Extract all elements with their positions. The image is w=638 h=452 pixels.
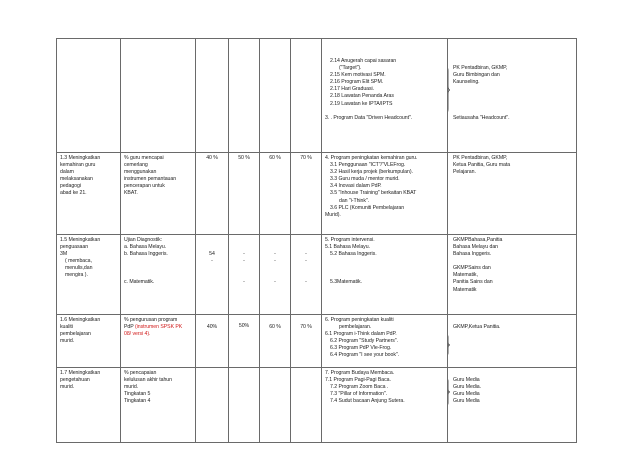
resp-line: PK Pentadbiran, GKMP, xyxy=(453,155,508,161)
objective-line: abad ke 21. xyxy=(60,190,87,197)
program-line: 2.16 Program Elit SPM. xyxy=(330,79,384,86)
target-value: 50 % xyxy=(238,155,250,161)
program-line: pembelajaran. xyxy=(339,324,372,331)
table-row xyxy=(57,39,577,153)
target-cell xyxy=(229,153,260,235)
target-cell xyxy=(196,368,229,443)
objective-line: melaksanakan xyxy=(60,176,93,183)
instrument-note: 08/ versi 4). xyxy=(124,331,151,338)
brace-icon xyxy=(448,65,451,115)
resp-line: Guru Media. xyxy=(453,384,481,391)
program-cell xyxy=(322,235,448,315)
objective-line: kualiti xyxy=(60,324,73,331)
target-value: - xyxy=(305,251,307,257)
program-line: 6. Program peningkatan kualiti xyxy=(325,317,394,323)
program-line: 4. Program peningkatan kemahiran guru. xyxy=(325,155,418,161)
target-cell xyxy=(291,235,322,315)
program-line: 2.15 Kem motivasi SPM. xyxy=(330,72,386,79)
indicator-cell xyxy=(121,368,196,443)
objective-line: mengira ). xyxy=(65,272,88,279)
objective-cell xyxy=(57,235,121,315)
program-line: 3.6 PLC (Komuniti Pembelajaran xyxy=(330,204,405,211)
responsibility-cell xyxy=(448,39,577,153)
objective-cell xyxy=(57,368,121,443)
target-value: - xyxy=(305,258,307,265)
brace-icon xyxy=(448,377,451,407)
resp-line: Panitia Sains dan xyxy=(453,279,493,286)
indicator-line: Ujian Diagnostik: xyxy=(124,237,163,243)
instrument-note: (instrumen SPSK PK xyxy=(134,324,183,331)
program-line: 3.1 Penggunaan "ICT"/"VLEFrog. xyxy=(330,162,406,169)
objective-line: pembelajaran xyxy=(60,331,91,338)
responsibility-cell xyxy=(448,315,577,368)
target-cell xyxy=(291,368,322,443)
target-cell xyxy=(196,39,229,153)
objective-line: menulis,dan xyxy=(65,265,93,272)
brace-icon xyxy=(448,333,451,357)
program-line: 3.3 Guru muda / mentor murid. xyxy=(330,176,400,183)
indicator-cell xyxy=(121,315,196,368)
program-cell xyxy=(322,315,448,368)
program-line: 7.1 Program Pagi-Pagi Baca. xyxy=(325,377,391,384)
program-line: 2.17 Hari Graduasi. xyxy=(330,86,375,93)
target-value: 40% xyxy=(206,324,218,330)
program-line: ("Target"). xyxy=(339,65,362,72)
resp-line: GKMPBahasa,Panitia xyxy=(453,237,503,243)
resp-line: Pelajaran. xyxy=(453,169,476,176)
program-line: 6.4 Program "I see your book". xyxy=(330,352,400,359)
program-cell xyxy=(322,39,448,153)
program-line: 3.4 Inovasi dalam PdP. xyxy=(330,183,382,190)
resp-line: Ketua Panitia, Guru mata xyxy=(453,162,511,169)
program-line: 6.1 Program i-Think dalam PdP. xyxy=(325,331,397,338)
program-line: 2.14 Anugerah capai sasaran xyxy=(330,58,397,64)
objective-line: murid. xyxy=(60,384,75,391)
program-line: 5.2 Bahasa Inggeris. xyxy=(330,251,377,258)
resp-line: GKMP,Ketua Panitia. xyxy=(453,324,501,330)
target-cell xyxy=(260,153,291,235)
target-cell xyxy=(260,235,291,315)
program-line: 3. . Program Data "Driven Headcount". xyxy=(325,114,413,121)
resp-line: PK Pentadbiran, GKMP, xyxy=(453,65,508,71)
objective-line: kemahiran guru xyxy=(60,162,96,169)
target-cell xyxy=(229,315,260,368)
target-cell xyxy=(291,39,322,153)
program-line: 5.3Matematik. xyxy=(330,279,362,286)
target-value: 54 xyxy=(209,251,215,257)
target-value: - xyxy=(211,258,213,265)
target-value: - xyxy=(274,279,276,286)
indicator-line xyxy=(124,324,192,331)
target-value: - xyxy=(274,251,276,257)
indicator-line: Tingkatan 5 xyxy=(124,391,151,398)
table-row xyxy=(57,235,577,315)
indicator-line: c. Matematik. xyxy=(124,279,155,286)
table-row xyxy=(57,153,577,235)
responsibility-cell xyxy=(448,153,577,235)
resp-line: Guru Media xyxy=(453,391,480,398)
program-line: 2.18 Lawatan Penanda Aras xyxy=(330,93,394,100)
target-value: - xyxy=(243,251,245,257)
objective-line: 1.6 Meningkatkan xyxy=(60,317,101,323)
program-line: Murid). xyxy=(325,211,341,218)
indicator-line: PdP xyxy=(124,324,134,331)
program-line: 6.3 Program PdP Vle-Frog. xyxy=(330,345,392,352)
resp-line: Setiausaha "Headcount". xyxy=(453,115,510,122)
target-value: - xyxy=(243,258,245,265)
program-line: 2.19 Lawatan ke IPTA/IPTS xyxy=(330,100,393,107)
program-line: 7.4 Sudut bacaan Anjung Sutera. xyxy=(330,398,405,405)
indicator-line: kelulusan akhir tahun xyxy=(124,377,172,384)
program-cell xyxy=(322,368,448,443)
target-value: 40 % xyxy=(206,155,218,161)
responsibility-cell xyxy=(448,235,577,315)
objective-line: penguasaan xyxy=(60,244,89,251)
indicator-line: pencerapan untuk xyxy=(124,183,165,190)
plan-table xyxy=(56,38,577,443)
objective-cell xyxy=(57,39,121,153)
objective-line: 3M xyxy=(60,251,68,258)
table-row xyxy=(57,368,577,443)
indicator-line: KBAT. xyxy=(124,190,138,197)
resp-line: Guru Media xyxy=(453,377,480,383)
indicator-line: cemerlang xyxy=(124,162,148,169)
objective-line: dalam xyxy=(60,169,74,176)
resp-line: Bahasa Inggeris. xyxy=(453,251,492,258)
responsibility-cell xyxy=(448,368,577,443)
resp-line: Bahasa Melayu dan xyxy=(453,244,499,251)
indicator-line: % pencapaian xyxy=(124,370,157,376)
objective-line: ( membaca, xyxy=(65,258,92,265)
indicator-cell xyxy=(121,235,196,315)
program-line: 7.2 Program Zoom Baca . xyxy=(330,384,389,391)
indicator-line: Tingkatan 4 xyxy=(124,398,151,405)
table-row xyxy=(57,315,577,368)
target-cell xyxy=(260,39,291,153)
program-line: 5.1 Bahasa Melayu. xyxy=(325,244,370,251)
indicator-line: instrumen pemantauan xyxy=(124,176,177,183)
resp-line: Kaunseling. xyxy=(453,79,480,86)
resp-line: Matematik xyxy=(453,286,477,293)
program-line: 7. Program Budaya Membaca. xyxy=(325,370,395,376)
resp-line: GKMPSains dan xyxy=(453,265,491,272)
target-cell xyxy=(291,315,322,368)
objective-cell xyxy=(57,153,121,235)
target-cell xyxy=(196,153,229,235)
program-line: 5. Program intervensi. xyxy=(325,237,375,243)
objective-cell xyxy=(57,315,121,368)
target-cell xyxy=(196,235,229,315)
target-cell xyxy=(229,235,260,315)
target-value: 70 % xyxy=(300,324,312,330)
resp-line: Matematik, xyxy=(453,272,478,279)
indicator-cell xyxy=(121,39,196,153)
objective-line: 1.7 Meningkatkan xyxy=(60,370,101,376)
target-value: - xyxy=(243,279,245,286)
indicator-line: % pengurusan program xyxy=(124,317,178,323)
indicator-line: murid. xyxy=(124,384,139,391)
target-cell xyxy=(260,315,291,368)
program-line: 7.3 "Pillar of Information". xyxy=(330,391,388,398)
target-cell xyxy=(196,315,229,368)
target-value: - xyxy=(305,279,307,286)
objective-line: 1.3 Meningkatkan xyxy=(60,155,101,161)
objective-line: murid. xyxy=(60,338,75,345)
target-value: - xyxy=(274,258,276,265)
indicator-line: b. Bahasa Inggeris. xyxy=(124,251,168,258)
objective-line: 1.5 Meningkatkan xyxy=(60,237,101,243)
target-cell xyxy=(291,153,322,235)
target-cell xyxy=(229,368,260,443)
target-cell xyxy=(229,39,260,153)
target-value: 60 % xyxy=(269,324,281,330)
program-cell xyxy=(322,153,448,235)
indicator-line: menggunakan xyxy=(124,169,157,176)
target-value: 70 % xyxy=(300,155,312,161)
target-cell xyxy=(260,368,291,443)
target-value: 60 % xyxy=(269,155,281,161)
program-line: dan "i-Think". xyxy=(339,197,370,204)
indicator-cell xyxy=(121,153,196,235)
objective-line: pedagogi xyxy=(60,183,81,190)
objective-line: pengetahuan xyxy=(60,377,90,384)
program-line: 3.2 Hasil kerja projek (berkumpulan). xyxy=(330,169,413,176)
indicator-line: % guru mencapai xyxy=(124,155,164,161)
indicator-line: a. Bahasa Melayu. xyxy=(124,244,167,251)
resp-line: Guru Media xyxy=(453,398,480,405)
resp-line: Guru Bimbingan dan xyxy=(453,72,500,79)
target-value: 50% xyxy=(238,323,250,329)
program-line: 6.2 Program "Study Partners". xyxy=(330,338,398,345)
program-line: 3.5 "Inhouse Training" berkaitan KBAT xyxy=(330,190,417,197)
